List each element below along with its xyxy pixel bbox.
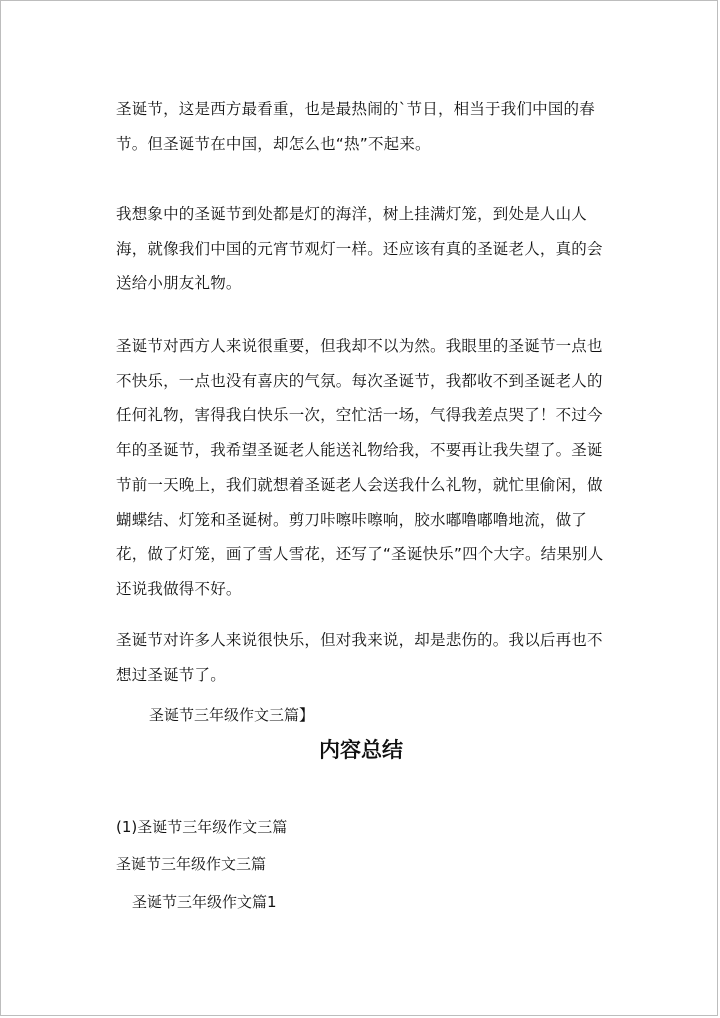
paragraph-2: 我想象中的圣诞节到处都是灯的海洋，树上挂满灯笼，到处是人山人海，就像我们中国的元宵节观灯一样。还应该有真的圣诞老人，真的会送给小朋友礼物。 [116, 205, 603, 293]
closing-heading: 圣诞节三年级作文三篇】 [149, 706, 315, 724]
paragraph-1: 圣诞节，这是西方最看重，也是最热闹的`节日，相当于我们中国的春节。但圣诞节在中国，却怎么也“热”不起来。 [116, 100, 595, 153]
paragraph-4: 圣诞节对许多人来说很快乐，但对我来说，却是悲伤的。我以后再也不想过圣诞节了。 [116, 631, 603, 684]
paragraph-3: 圣诞节对西方人来说很重要，但我却不以为然。我眼里的圣诞节一点也不快乐，一点也没有喜庆的气氛。每次圣诞节，我都收不到圣诞老人的任何礼物，害得我白快乐一次，空忙活一场，气得我差点哭了！不过今年的圣诞节，我希望圣诞老人能送礼物给我，不要再让我失望了。圣诞节前一天晚上，我们就想着圣诞老人会送我什么礼物，就忙里偷闲，做蝴蝶结、灯笼和圣诞树。剪刀咔嚓咔嚓响，胶水嘟噜嘟噜地流，做了花，做了灯笼，画了雪人雪花，还写了“圣诞快乐”四个大字。结果别人还说我做得不好。 [116, 337, 604, 598]
summary-line-1: (1)圣诞节三年级作文三篇 [116, 818, 288, 836]
section-title: 内容总结 [319, 738, 403, 762]
summary-line-2: 圣诞节三年级作文三篇 [116, 855, 267, 873]
summary-line-3: 圣诞节三年级作文篇1 [132, 893, 277, 911]
